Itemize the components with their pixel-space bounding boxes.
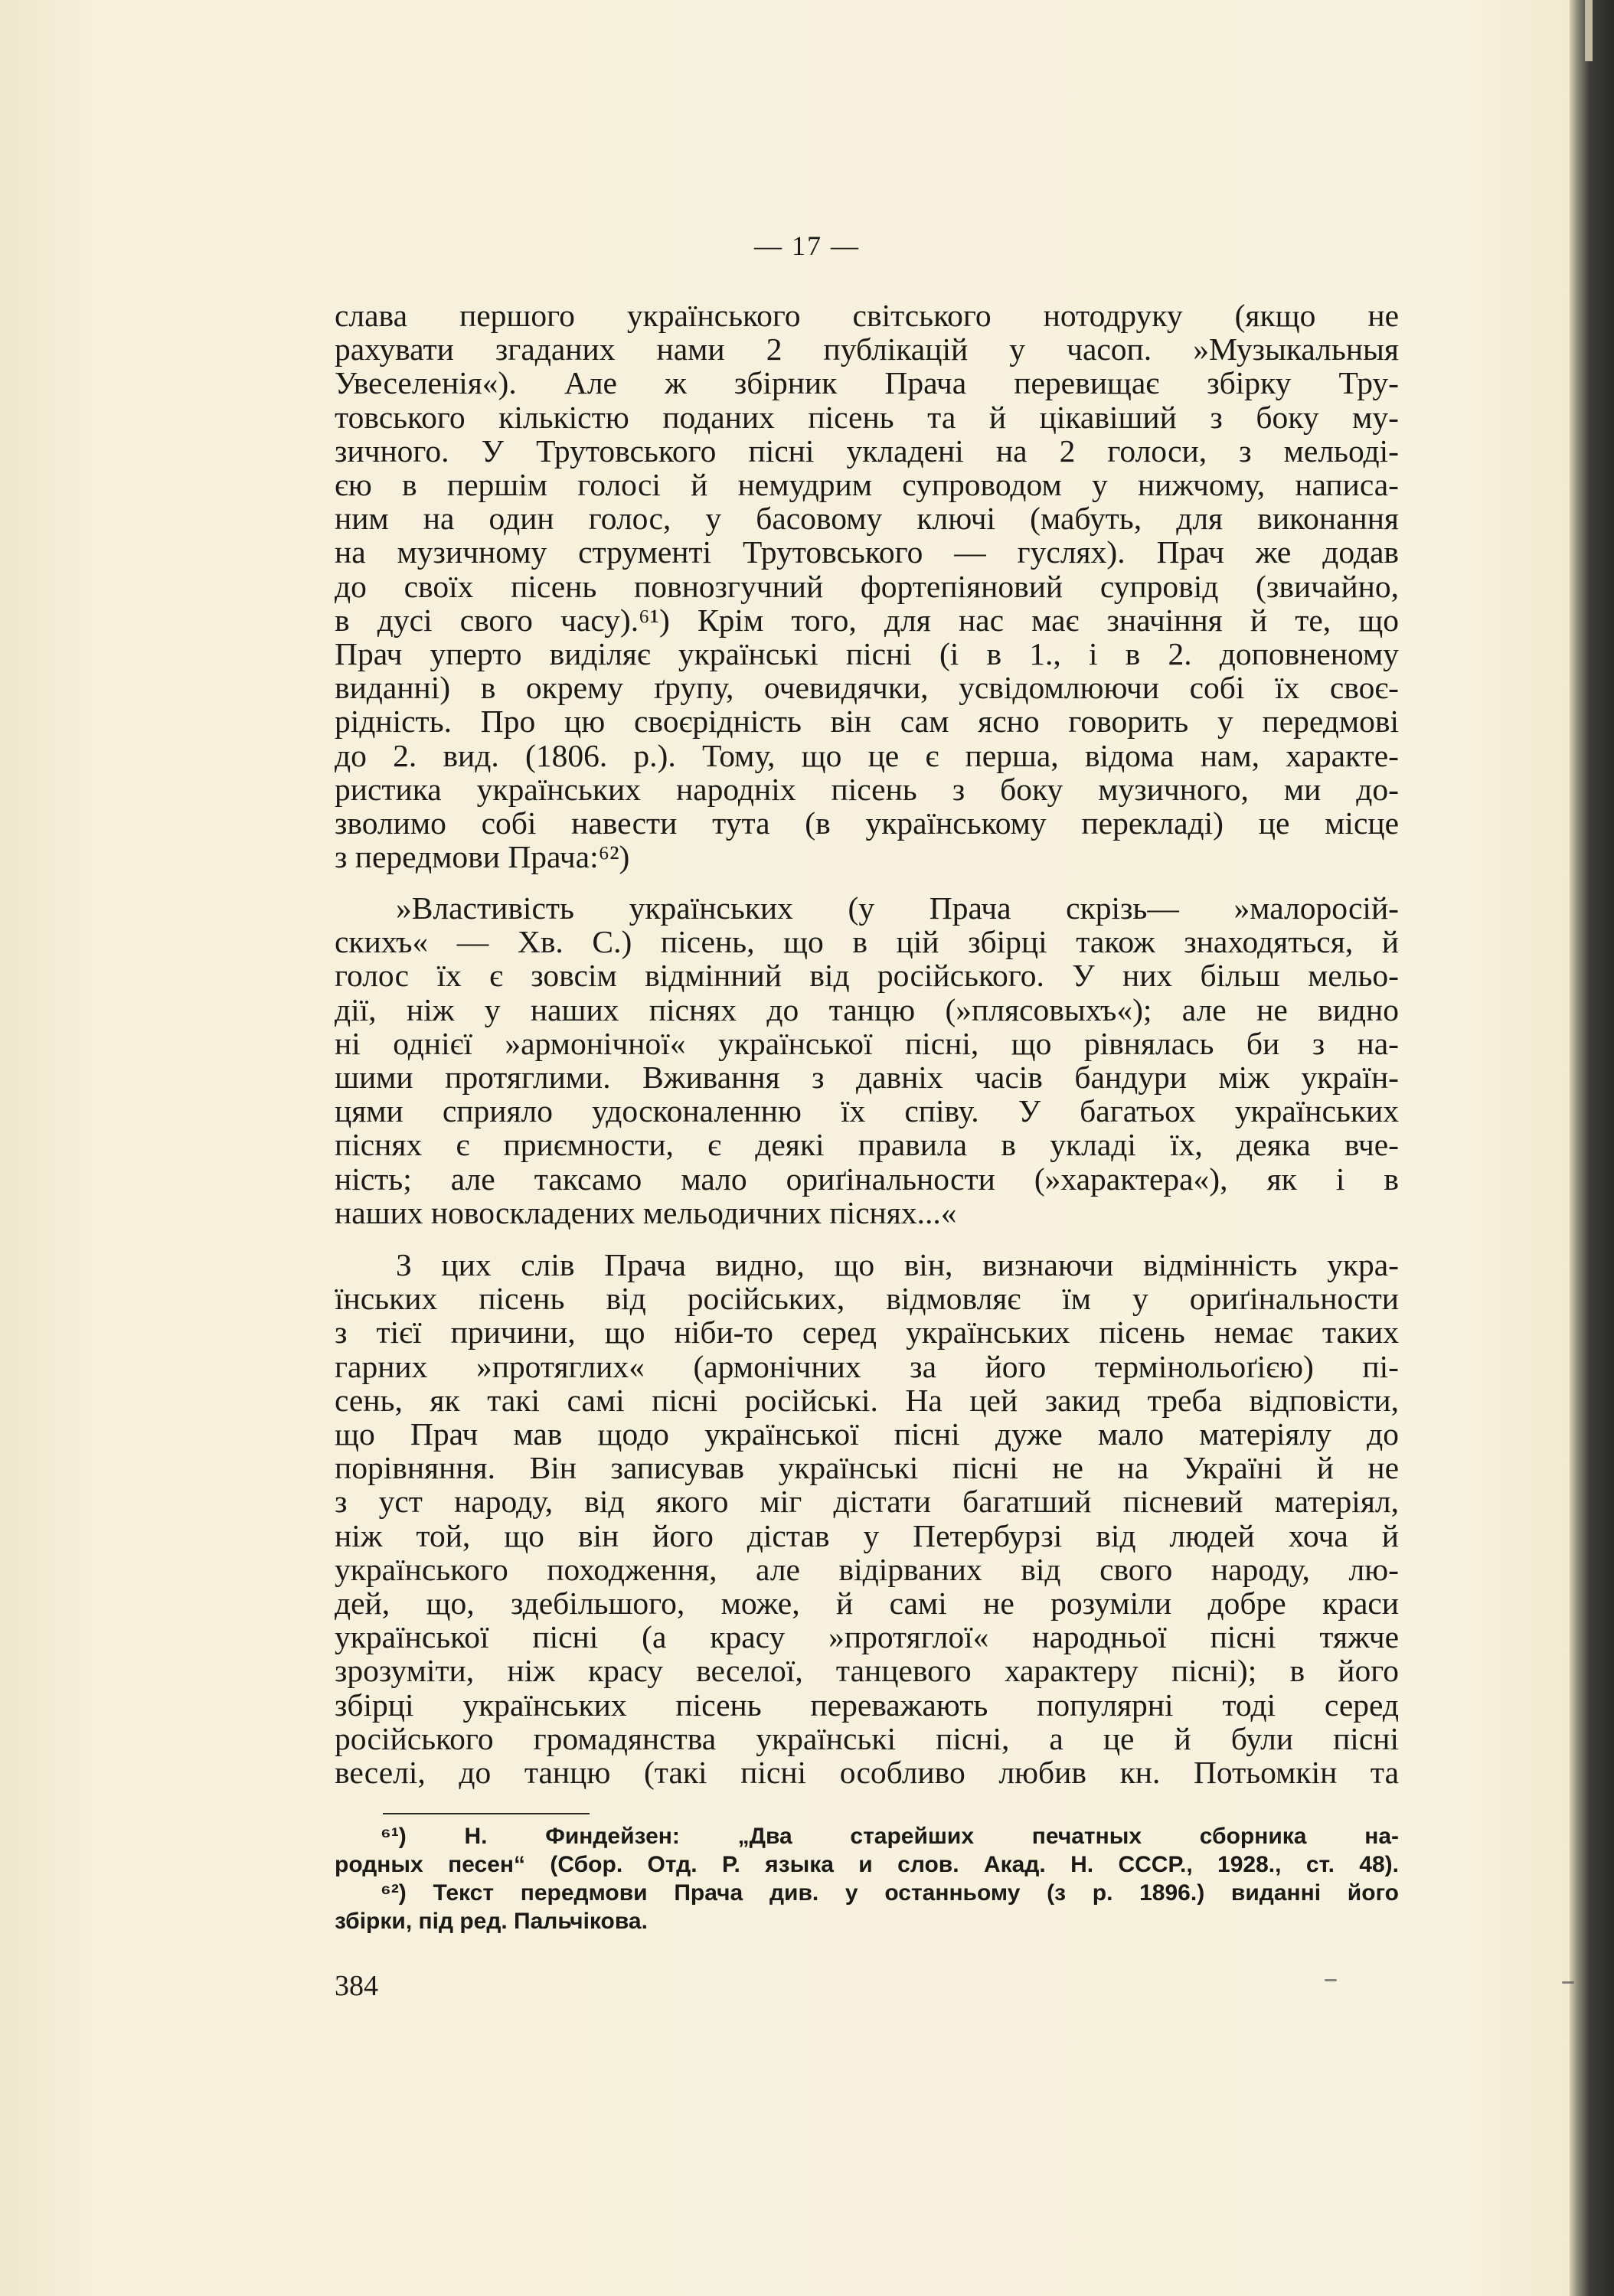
text-line: сень, як такі самі пісні російські. На цей закид треба відповісти,	[335, 1382, 1399, 1418]
page-number-top: — 17 —	[754, 230, 860, 261]
text-line: ніж той, що він його дістав у Петербурзі від людей хоча й	[335, 1517, 1399, 1553]
text-line: єю в першім голосі й немудрим супроводом у нижчому, написа-	[335, 467, 1399, 503]
quote-line: наших новоскладених мельодичних піснях...«	[335, 1194, 957, 1230]
footnote-62: ⁶²) Текст передмови Прача див. у останньому (з р. 1896.) виданні його	[381, 1880, 1399, 1906]
footnote-rule	[383, 1813, 590, 1814]
text-line: ним на один голос, у басовому ключі (мабуть, для виконання	[335, 501, 1399, 537]
text-line: веселі, до танцю (такі пісні особливо любив кн. Потьомкін та	[335, 1755, 1399, 1791]
paragraph-main	[335, 299, 1399, 874]
text-line: що Прач мав щодо української пісні дуже мало матеріялу до	[335, 1416, 1399, 1452]
page-edge-shadow	[1570, 0, 1614, 2296]
text-line: їнських пісень від російських, відмовляє їм у ориґінальности	[335, 1281, 1399, 1317]
text-line: зрозуміти, ніж красу веселої, танцевого характеру пісні); в його	[335, 1653, 1399, 1689]
text-line: українського походження, але відірваних від свого народу, лю-	[335, 1551, 1399, 1587]
text-line: З цих слів Прача видно, що він, визнаючи відмінність укра-	[396, 1247, 1399, 1282]
quote-line: ність; але таксамо мало ориґінальности (»характера«), як і в	[335, 1161, 1399, 1197]
quote-line: скихъ« — Хв. С.) пісень, що в цій збірці також знаходяться, й	[335, 924, 1399, 960]
quote-block	[335, 891, 1399, 1230]
text-line: виданні) в окрему ґрупу, очевидячки, усвідомлюючи собі їх своє-	[335, 670, 1399, 706]
page-edge-strip	[1585, 0, 1593, 61]
footnotes	[335, 1822, 1399, 1935]
footnote-62-cont: збірки, під ред. Пальчікова.	[335, 1909, 648, 1934]
text-line: рідність. Про цю своєрідність він сам ясно говорить у передмові	[335, 704, 1399, 740]
text-line: української пісні (а красу »протяглої« народньої пісні тяжче	[335, 1619, 1399, 1655]
footnote-61: ⁶¹) Н. Финдейзен: „Два старейших печатных сборника на-	[381, 1824, 1399, 1849]
text-line: до своїх пісень повнозгучний фортепіяновий супровід (звичайно,	[335, 568, 1399, 604]
text-line: з передмови Прача:⁶²)	[335, 839, 630, 875]
text-line: збірці українських пісень переважають популярні тоді серед	[335, 1687, 1399, 1723]
text-line: слава першого українського світського нотодруку (якщо не	[335, 298, 1399, 333]
text-line: рахувати згаданих нами 2 публікацій у часоп. »Музыкальныя	[335, 331, 1399, 367]
text-line: Прач уперто виділяє українські пісні (і в 1., і в 2. доповненому	[335, 636, 1399, 672]
text-line: гарних »протяглих« (армонічних за його термінольоґією) пі-	[335, 1348, 1399, 1384]
text-line: в дусі свого часу).⁶¹) Крім того, для нас має значіння й те, що	[335, 602, 1399, 638]
footnote-61-cont: родных песен“ (Сбор. Отд. Р. языка и слов. Акад. Н. СССР., 1928., ст. 48).	[335, 1852, 1399, 1877]
quote-line: піснях є приємности, є деякі правила в укладі їх, деяка вче-	[335, 1127, 1399, 1163]
text-line: російського громадянства українські пісні, а це й були пісні	[335, 1720, 1399, 1756]
text-line: зволимо собі навести тута (в українському перекладі) це місце	[335, 805, 1399, 841]
paragraph-analysis	[335, 1248, 1399, 1789]
quote-line: ні однієї »армонічної« української пісні, що рівнялась би з на-	[335, 1025, 1399, 1061]
text-line: з тієї причини, що ніби-то серед українських пісень немає таких	[335, 1315, 1399, 1350]
text-line: ристика українських народніх пісень з боку музичного, ми до-	[335, 771, 1399, 807]
print-speck	[1562, 1981, 1574, 1984]
quote-line: цями сприяло удосконаленню їх співу. У багатьох українських	[335, 1093, 1399, 1129]
quote-line: голос їх є зовсім відмінний від російського. У них більш мельо-	[335, 958, 1399, 994]
text-line: зичного. У Трутовського пісні укладені на 2 голоси, з мельоді-	[335, 433, 1399, 469]
text-line: товського кількістю поданих пісень та й цікавіший з боку му-	[335, 399, 1399, 435]
text-line: на музичному струменті Трутовського — гуслях). Прач же додав	[335, 534, 1399, 570]
text-line: до 2. вид. (1806. р.). Тому, що це є перша, відома нам, характе-	[335, 737, 1399, 773]
quote-line: дії, ніж у наших піснях до танцю (»плясовыхъ«); але не видно	[335, 991, 1399, 1027]
quote-line: »Властивість українських (у Прача скрізь— »малоросій-	[396, 890, 1399, 926]
text-line: порівняння. Він записував українські пісні не на Україні й не	[335, 1450, 1399, 1486]
text-line: з уст народу, від якого міг дістати багатший пісневий матеріял,	[335, 1484, 1399, 1520]
page-number-bottom: 384	[335, 1970, 378, 2002]
text-line: дей, що, здебільшого, може, й самі не розуміли добре краси	[335, 1586, 1399, 1622]
print-speck	[1325, 1979, 1337, 1981]
text-line: Увеселенія«). Але ж збірник Прача перевищає збірку Тру-	[335, 365, 1399, 401]
quote-line: шими протяглими. Вживання з давніх часів бандури між україн-	[335, 1060, 1399, 1096]
